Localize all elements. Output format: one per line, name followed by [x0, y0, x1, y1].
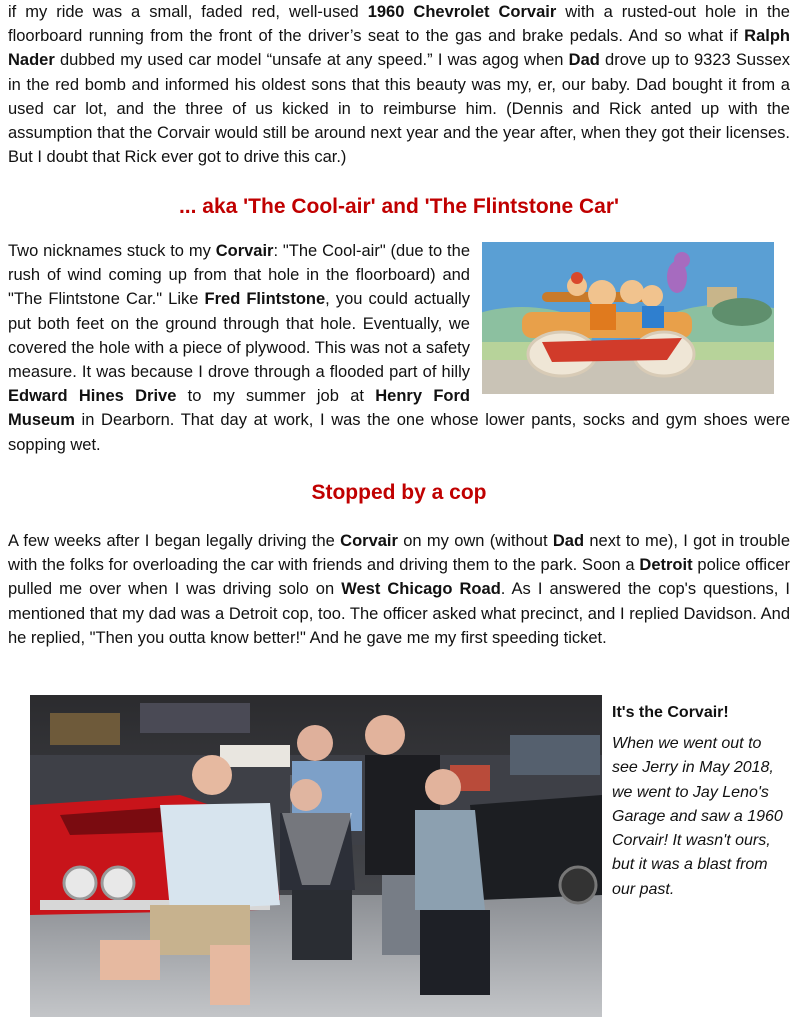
text-run: dubbed my used car model “unsafe at any speed.” I was agog when	[54, 51, 569, 70]
image-float-space	[470, 239, 790, 401]
text-run: to my summer job at	[176, 387, 376, 406]
section-heading-nicknames: ... aka 'The Cool-air' and 'The Flintstone Car'	[178, 195, 620, 218]
text-run: Two nicknames stuck to my	[8, 242, 216, 260]
bold-text: Corvair	[340, 532, 398, 550]
text-run: . As I answered the cop's questions, I mentioned that my dad was a Detroit cop, too. The officer asked what precinct, and I replied Davidson. And he replied, "Then you outta know better!" And he gave me my first speeding ticket.	[8, 580, 790, 647]
bold-text: West Chicago Road	[341, 580, 501, 599]
text-run: in Dearborn. That day at work, I was the one whose lower pants, socks and gym shoes were sopping wet.	[8, 411, 790, 454]
text-run: , you could actually put both feet on the ground through that hole. Eventually, we covered the hole with a piece of plywood. This was not a safety measure. It was because I drove through a flooded part of hilly	[8, 290, 470, 382]
paragraph-speeding-ticket	[8, 529, 790, 650]
text-run: drove up to 9323 Sussex in the red bomb and informed his oldest sons that this beauty was my, er, our baby. Dad bought it from a used car lot, and the three of us kicked in to reimburse him. (Dennis and Rick anted up with the assumption that the Corvair would still be around next year and the year after, when they got their licenses. But I doubt that Rick ever got to drive this car.)	[8, 51, 791, 167]
text-run: with a rusted-out hole in the floorboard running from the front of the driver’s seat to the gas and brake pedals. And so what if	[8, 3, 790, 46]
text-run: police officer pulled me over when I was driving solo on	[8, 556, 790, 599]
bold-text: Dad	[552, 532, 585, 550]
bold-text: Fred Flintstone	[204, 290, 326, 309]
section-heading-cop: Stopped by a cop	[311, 481, 487, 504]
garage-group-photo	[30, 695, 602, 1017]
text-run: on my own (without	[397, 532, 553, 550]
bold-text: Edward Hines Drive	[8, 387, 177, 406]
bold-text: Detroit	[639, 556, 693, 575]
bold-text: 1960 Chevrolet Corvair	[367, 3, 557, 21]
paragraph-corvair-intro	[8, 0, 790, 169]
text-run: next to me), I got in trouble with the folks for overloading the car with friends and driving them to the park. Soon a	[8, 532, 791, 575]
bold-text: Henry Ford Museum	[8, 387, 470, 430]
caption-title: It's the Corvair!	[612, 704, 729, 721]
caption-body: When we went out to see Jerry in May 2018, we went to Jay Leno's Garage and saw a 1960 Corvair! It wasn't ours, but it was a blast from our past.	[612, 735, 783, 898]
bold-text: Ralph Nader	[8, 27, 790, 70]
bold-text: Corvair	[215, 242, 274, 260]
text-run: A few weeks after I began legally driving the	[8, 532, 341, 550]
paragraph-nicknames	[8, 239, 790, 457]
photo-caption	[612, 702, 788, 902]
text-run: if my ride was a small, faded red, well-used	[8, 3, 368, 21]
bold-text: Dad	[568, 51, 600, 70]
text-run: : "The Cool-air" (due to the rush of wind coming up from that hole in the floorboard) and "The Flintstone Car." Like	[8, 242, 470, 309]
